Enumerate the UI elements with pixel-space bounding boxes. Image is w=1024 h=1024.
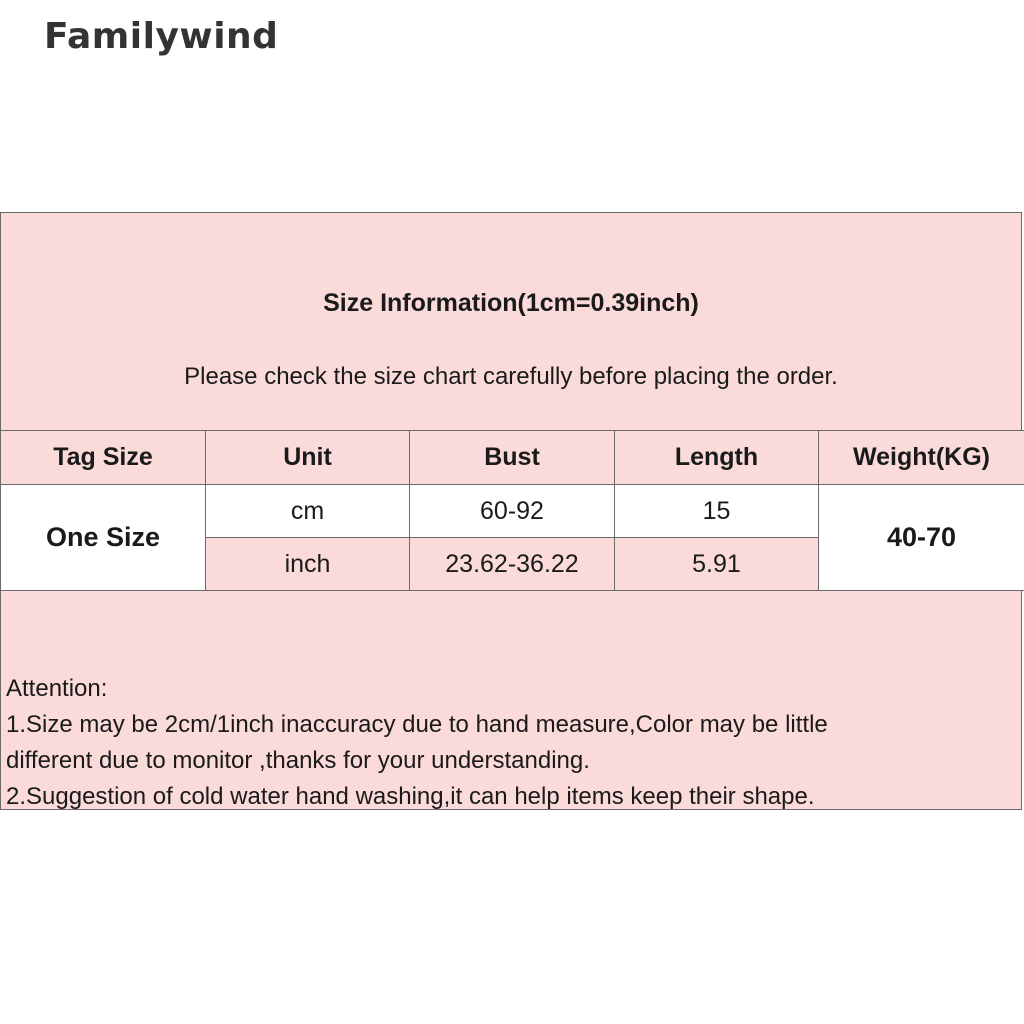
attention-line: different due to monitor ,thanks for your understanding. <box>6 747 590 774</box>
size-info-title: Size Information(1cm=0.39inch) <box>323 289 699 317</box>
header-tag-size: Tag Size <box>1 431 206 485</box>
size-table <box>0 430 1024 591</box>
table-header-row <box>1 431 1024 485</box>
size-chart-sheet <box>0 212 1022 810</box>
attention-heading: Attention: <box>6 675 108 702</box>
table-row <box>1 485 1024 538</box>
unit-cell: cm <box>206 485 410 538</box>
brand-logo-text: Familywind <box>44 16 279 57</box>
header-bust: Bust <box>410 431 615 485</box>
size-info-subtitle: Please check the size chart carefully before placing the order. <box>184 363 838 390</box>
length-cell: 15 <box>615 485 819 538</box>
header-unit: Unit <box>206 431 410 485</box>
length-cell: 5.91 <box>615 538 819 591</box>
bust-cell: 23.62-36.22 <box>410 538 615 591</box>
attention-notes <box>6 671 1016 815</box>
attention-line: 1.Size may be 2cm/1inch inaccuracy due to hand measure,Color may be little <box>6 711 828 738</box>
size-info-header <box>1 213 1021 431</box>
weight-cell: 40-70 <box>819 485 1024 591</box>
tag-size-cell: One Size <box>1 485 206 591</box>
unit-cell: inch <box>206 538 410 591</box>
header-weight: Weight(KG) <box>819 431 1024 485</box>
bust-cell: 60-92 <box>410 485 615 538</box>
header-length: Length <box>615 431 819 485</box>
attention-line: 2.Suggestion of cold water hand washing,it can help items keep their shape. <box>6 783 815 810</box>
